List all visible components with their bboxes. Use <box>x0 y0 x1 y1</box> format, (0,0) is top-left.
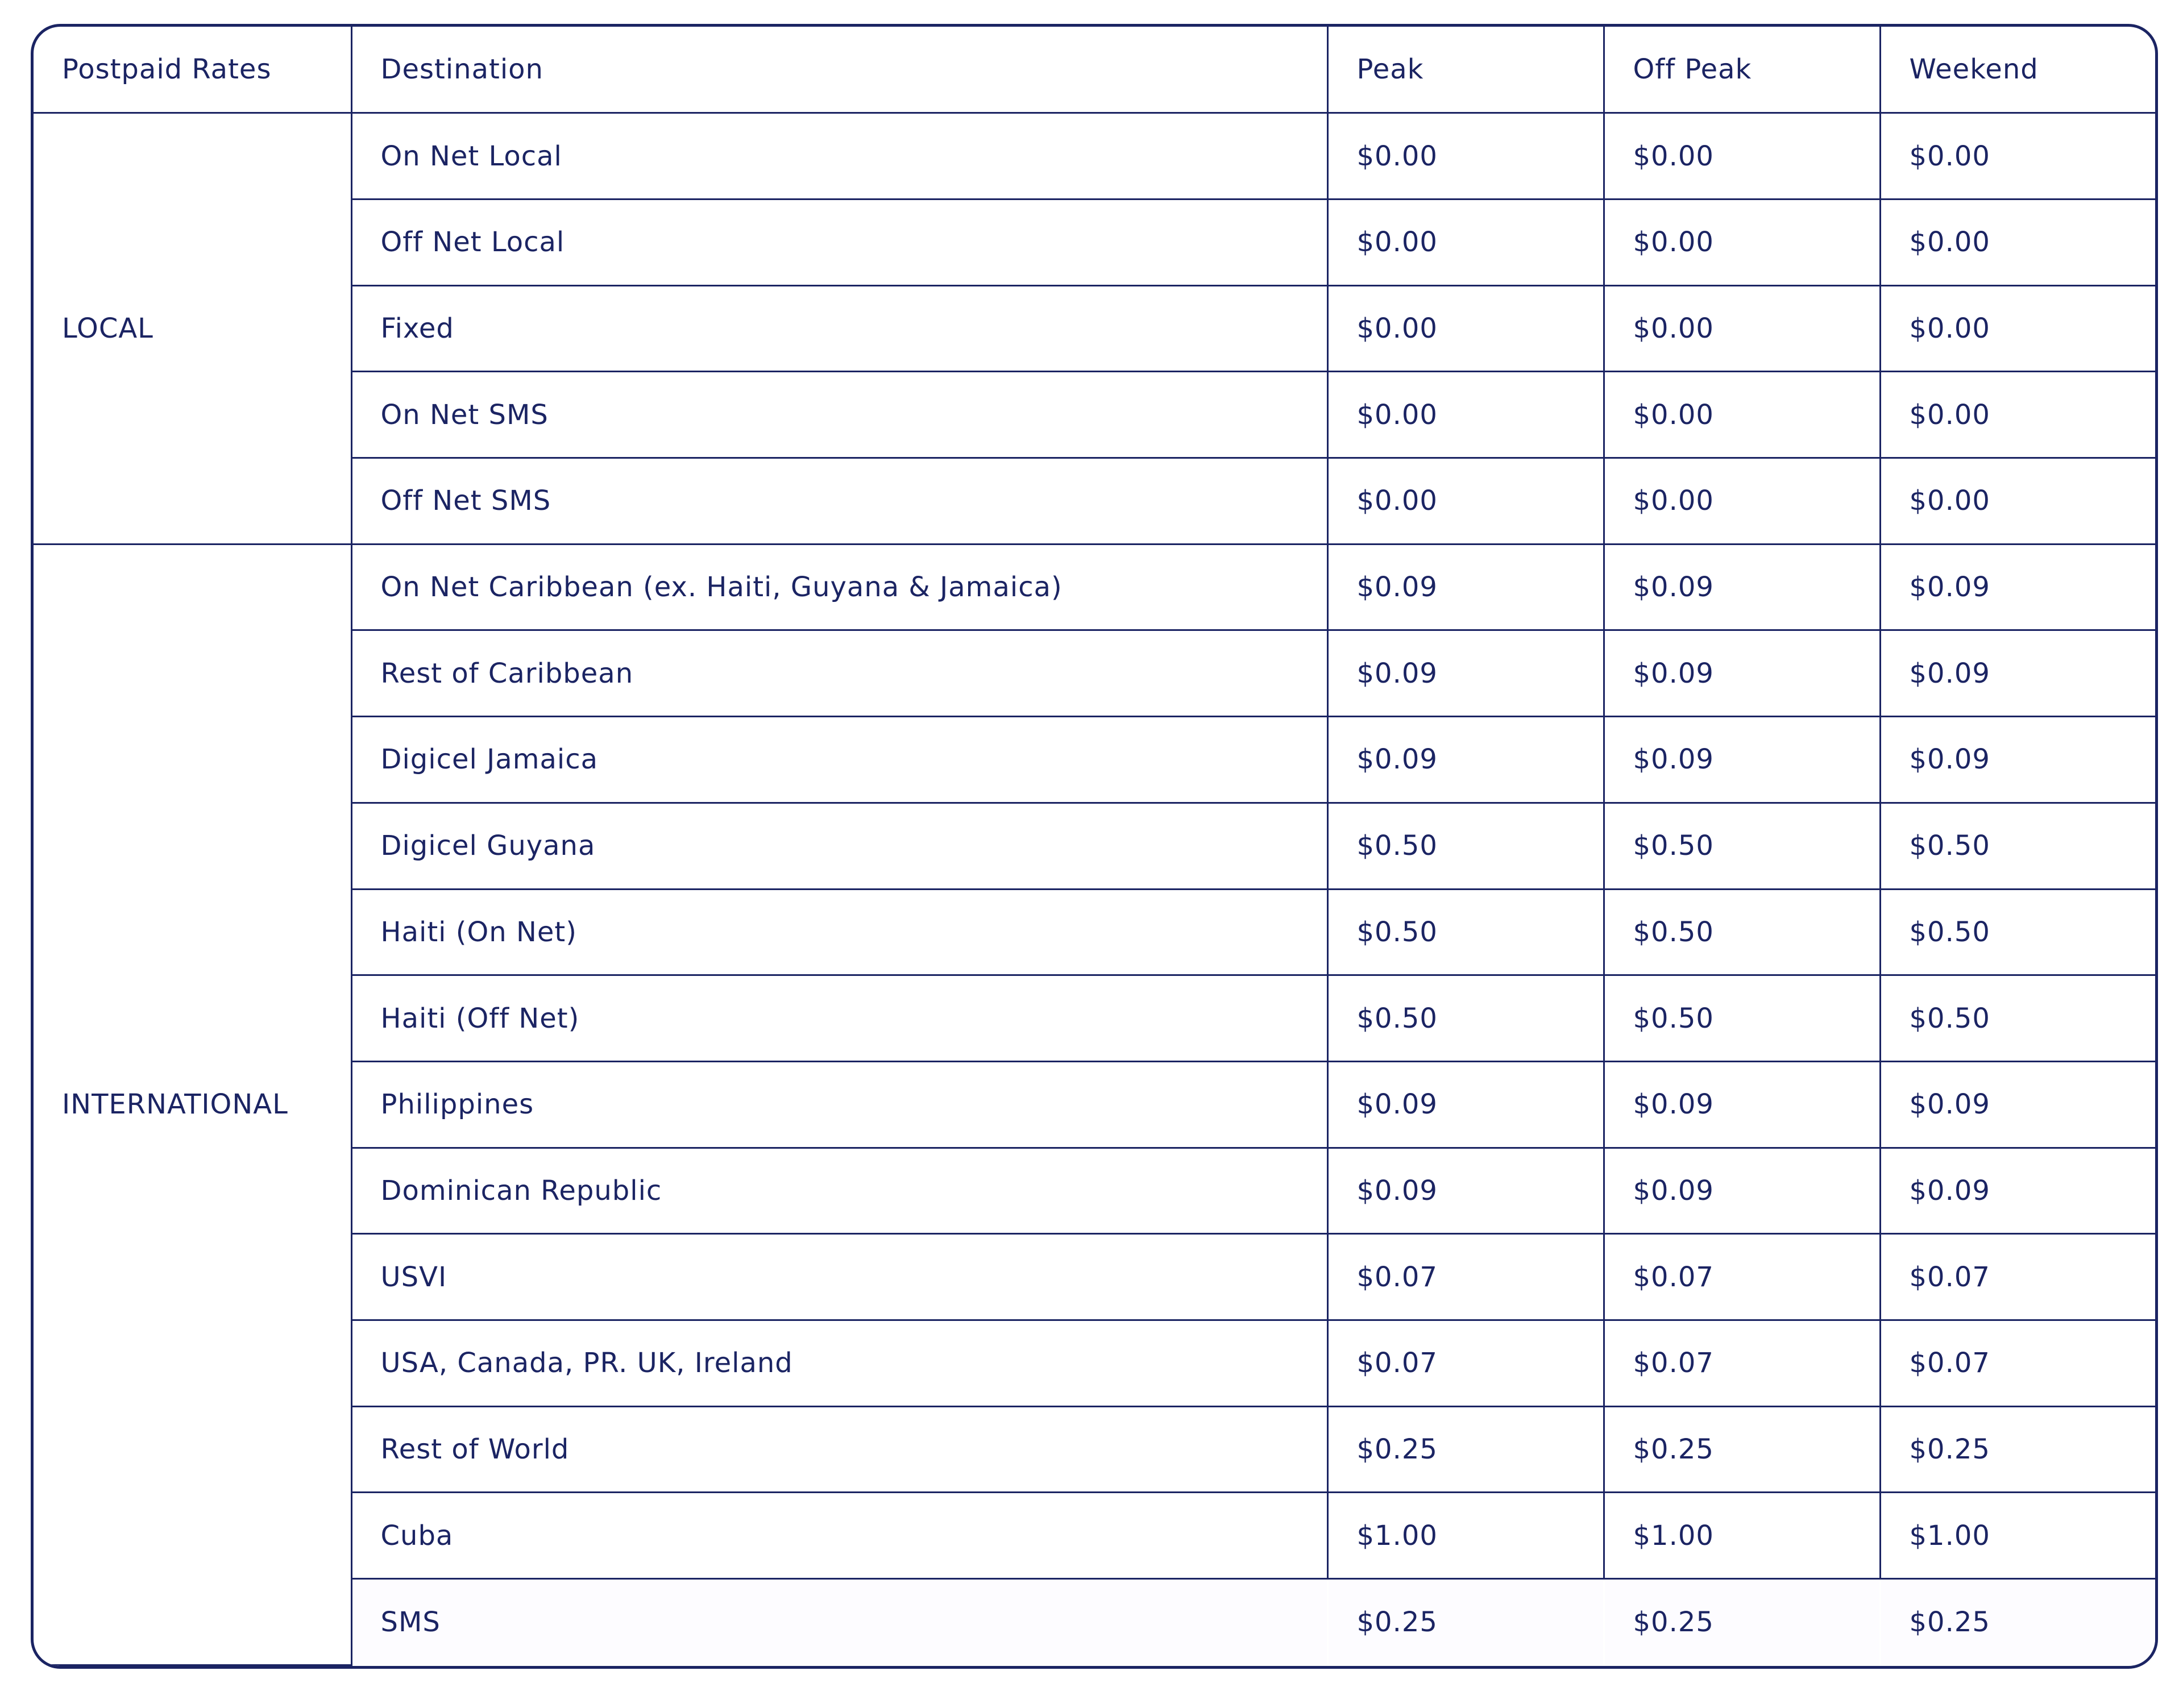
destination-cell: Off Net SMS <box>351 458 1327 545</box>
weekend-rate-cell: $0.25 <box>1880 1406 2158 1493</box>
destination-cell: Off Net Local <box>351 199 1327 285</box>
peak-rate-cell: $0.00 <box>1327 199 1604 285</box>
peak-rate-cell: $0.09 <box>1327 1148 1604 1234</box>
table-row <box>34 1061 2158 1148</box>
destination-cell: Philippines <box>351 1061 1327 1148</box>
table-row <box>34 717 2158 803</box>
peak-rate-cell: $0.50 <box>1327 889 1604 975</box>
weekend-rate-cell: $0.00 <box>1880 113 2158 200</box>
peak-rate-cell: $1.00 <box>1327 1493 1604 1579</box>
weekend-rate-cell: $0.50 <box>1880 889 2158 975</box>
off-peak-rate-cell: $0.50 <box>1604 803 1880 889</box>
table-row <box>34 1493 2158 1579</box>
destination-cell: Rest of Caribbean <box>351 630 1327 717</box>
table-row <box>34 113 2158 200</box>
off-peak-rate-cell: $0.25 <box>1604 1406 1880 1493</box>
destination-cell: USA, Canada, PR. UK, Ireland <box>351 1320 1327 1407</box>
table-row <box>34 803 2158 889</box>
table-row <box>34 630 2158 717</box>
weekend-rate-cell: $0.09 <box>1880 1148 2158 1234</box>
destination-cell: Cuba <box>351 1493 1327 1579</box>
destination-cell: On Net Local <box>351 113 1327 200</box>
destination-cell: On Net Caribbean (ex. Haiti, Guyana & Jamaica) <box>351 544 1327 630</box>
weekend-rate-cell: $0.07 <box>1880 1234 2158 1320</box>
weekend-rate-cell: $0.09 <box>1880 717 2158 803</box>
weekend-rate-cell: $0.09 <box>1880 630 2158 717</box>
table-row <box>34 1320 2158 1407</box>
peak-rate-cell: $0.00 <box>1327 113 1604 200</box>
rates-table-frame <box>31 24 2158 1669</box>
destination-cell: Haiti (Off Net) <box>351 975 1327 1062</box>
off-peak-rate-cell: $0.07 <box>1604 1234 1880 1320</box>
destination-cell: Haiti (On Net) <box>351 889 1327 975</box>
peak-rate-cell: $0.00 <box>1327 458 1604 545</box>
header-off-peak: Off Peak <box>1604 27 1880 113</box>
off-peak-rate-cell: $1.00 <box>1604 1493 1880 1579</box>
header-peak: Peak <box>1327 27 1604 113</box>
destination-cell: Fixed <box>351 285 1327 372</box>
group-label: INTERNATIONAL <box>34 544 351 1665</box>
table-row <box>34 1234 2158 1320</box>
peak-rate-cell: $0.09 <box>1327 1061 1604 1148</box>
weekend-rate-cell: $0.09 <box>1880 544 2158 630</box>
destination-cell: USVI <box>351 1234 1327 1320</box>
destination-cell: Digicel Jamaica <box>351 717 1327 803</box>
table-row <box>34 285 2158 372</box>
off-peak-rate-cell: $0.09 <box>1604 630 1880 717</box>
peak-rate-cell: $0.09 <box>1327 630 1604 717</box>
peak-rate-cell: $0.07 <box>1327 1320 1604 1407</box>
destination-cell: On Net SMS <box>351 372 1327 458</box>
off-peak-rate-cell: $0.09 <box>1604 1061 1880 1148</box>
group-label: LOCAL <box>34 113 351 545</box>
peak-rate-cell: $0.00 <box>1327 285 1604 372</box>
off-peak-rate-cell: $0.07 <box>1604 1320 1880 1407</box>
weekend-rate-cell: $0.07 <box>1880 1320 2158 1407</box>
off-peak-rate-cell: $0.00 <box>1604 199 1880 285</box>
weekend-rate-cell: $0.50 <box>1880 975 2158 1062</box>
header-destination: Destination <box>351 27 1327 113</box>
off-peak-rate-cell: $0.00 <box>1604 113 1880 200</box>
weekend-rate-cell: $0.00 <box>1880 285 2158 372</box>
weekend-rate-cell: $0.25 <box>1880 1579 2158 1665</box>
destination-cell: Rest of World <box>351 1406 1327 1493</box>
peak-rate-cell: $0.09 <box>1327 717 1604 803</box>
weekend-rate-cell: $0.00 <box>1880 372 2158 458</box>
table-row <box>34 1148 2158 1234</box>
off-peak-rate-cell: $0.50 <box>1604 975 1880 1062</box>
off-peak-rate-cell: $0.00 <box>1604 372 1880 458</box>
weekend-rate-cell: $1.00 <box>1880 1493 2158 1579</box>
off-peak-rate-cell: $0.00 <box>1604 285 1880 372</box>
off-peak-rate-cell: $0.50 <box>1604 889 1880 975</box>
table-row <box>34 1406 2158 1493</box>
table-row <box>34 544 2158 630</box>
peak-rate-cell: $0.00 <box>1327 372 1604 458</box>
destination-cell: SMS <box>351 1579 1327 1665</box>
peak-rate-cell: $0.50 <box>1327 803 1604 889</box>
table-row <box>34 975 2158 1062</box>
peak-rate-cell: $0.09 <box>1327 544 1604 630</box>
off-peak-rate-cell: $0.09 <box>1604 717 1880 803</box>
peak-rate-cell: $0.25 <box>1327 1406 1604 1493</box>
peak-rate-cell: $0.07 <box>1327 1234 1604 1320</box>
table-row <box>34 199 2158 285</box>
table-row <box>34 458 2158 545</box>
destination-cell: Digicel Guyana <box>351 803 1327 889</box>
off-peak-rate-cell: $0.09 <box>1604 544 1880 630</box>
table-row <box>34 372 2158 458</box>
table-row <box>34 889 2158 975</box>
table-header-row <box>34 27 2158 113</box>
weekend-rate-cell: $0.50 <box>1880 803 2158 889</box>
table-row <box>34 1579 2158 1665</box>
header-weekend: Weekend <box>1880 27 2158 113</box>
weekend-rate-cell: $0.00 <box>1880 199 2158 285</box>
postpaid-rates-table <box>34 27 2158 1666</box>
peak-rate-cell: $0.50 <box>1327 975 1604 1062</box>
weekend-rate-cell: $0.00 <box>1880 458 2158 545</box>
off-peak-rate-cell: $0.09 <box>1604 1148 1880 1234</box>
peak-rate-cell: $0.25 <box>1327 1579 1604 1665</box>
destination-cell: Dominican Republic <box>351 1148 1327 1234</box>
weekend-rate-cell: $0.09 <box>1880 1061 2158 1148</box>
header-postpaid-rates: Postpaid Rates <box>34 27 351 113</box>
off-peak-rate-cell: $0.25 <box>1604 1579 1880 1665</box>
off-peak-rate-cell: $0.00 <box>1604 458 1880 545</box>
